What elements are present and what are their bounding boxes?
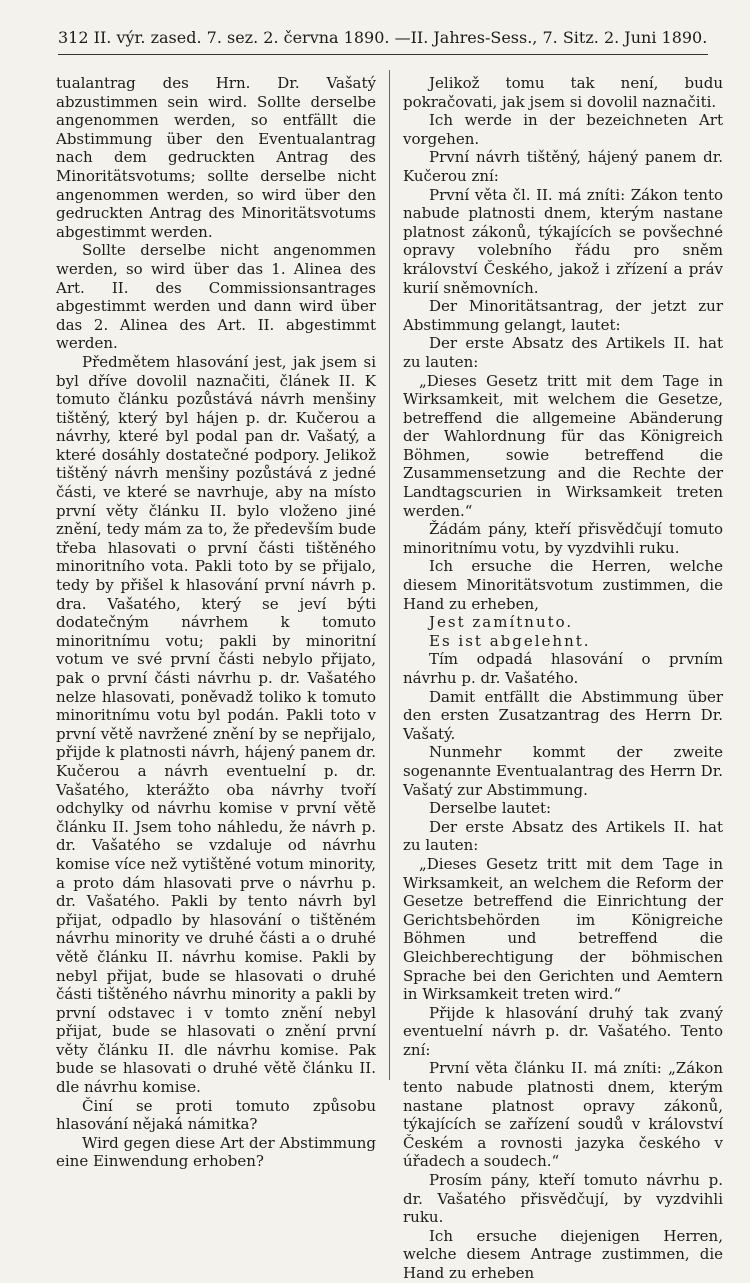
right-paragraph: Žádám pány, kteří přisvědčují tomuto minoritnímu votu, by vyzdvihli ruku.	[403, 520, 723, 557]
header-rule	[58, 54, 708, 55]
right-quote: „Dieses Gesetz tritt mit dem Tage in Wirksamkeit, mit welchem die Gesetze, betreffend die allgemeine Abänderung der Wahlordnung für das Königreich Böhmen, sowie betreffend die Zusammensetzung and die Rechte der Landtagscurien in Wirksamkeit treten werden.“	[403, 371, 723, 520]
right-result: Es ist abgelehnt.	[429, 631, 591, 650]
header-text: 312 II. výr. zased. 7. sez. 2. června 1890. —II. Jahres-Sess., 7. Sitz. 2. Juni 1890.	[58, 28, 708, 47]
column-divider	[389, 70, 390, 1080]
right-paragraph: Jelikož tomu tak není, budu pokračovati, jak jsem si dovolil naznačiti.	[403, 74, 723, 111]
right-paragraph: Ich ersuche die Herren, welche diesem Minoritätsvotum zustimmen, die Hand zu erheben,	[403, 557, 723, 613]
right-paragraph: Ich ersuche diejenigen Herren, welche diesem Antrage zustimmen, die Hand zu erheben	[403, 1226, 723, 1282]
left-paragraph: Předmětem hlasování jest, jak jsem si byl dříve dovolil naznačiti, článek II. K tomuto článku pozůstává návrh menšiny tištěný, který byl hájen p. dr. Kučerou a návrhy, které byl podal pan dr. Vašatý, a které dosáhly dostatečné podpory. Jelikož tištěný návrh menšiny pozůstává z jedné části, ve které se navrhuje, aby na místo první věty článku II. bylo vloženo jiné znění, tedy mám za to, že především bude třeba hlasovati o první části tištěného minoritního vota. Pakli toto by se přijalo, tedy by přišel k hlasování první návrh p. dra. Vašatého, který se jeví býti dodatečným návrhem k tomuto minoritnímu votu; pakli by minoritní votum ve své první části nebylo přijato, pak o první části návrhu p. dr. Vašatého nelze hlasovati, poněvadž toliko k tomuto minoritnímu votu byl podán. Pakli toto v první větě navržené znění by se nepřijalo, přijde k platnosti návrh, hájený panem dr. Kučerou a návrh eventuelní p. dr. Vašatého, kterážto oba návrhy tvoří odchylky od návrhu komise v první větě článku II. Jsem toho náhledu, že návrh p. dr. Vašatého se vzdaluje od návrhu komise více než vytištěné votum minority, a proto dám hlasovati prve o návrhu p. dr. Vašatého. Pakli by tento návrh byl přijat, odpadlo by hlasování o tištěném návrhu minority ve druhé části a o druhé větě článku II. návrhu komise. Pakli by nebyl přijat, bude se hlasovati o druhé části tištěného návrhu minority a pakli by první odstavec i v tomto znění nebyl přijat, bude se hlasovati o znění první věty článku II. dle návrhu komise. Pak bude se hlasovati o druhé větě článku II. dle návrhu komise.	[56, 352, 376, 1097]
right-paragraph: Der Minoritätsantrag, der jetzt zur Abstimmung gelangt, lautet:	[403, 297, 723, 334]
left-paragraph: Činí se proti tomuto způsobu hlasování nějaká námitka?	[56, 1096, 376, 1134]
right-paragraph: První věta čl. II. má zníti: Zákon tento nabude platnosti dnem, kterým nastane platnost zákonů, týkajících se povšechné opravy volebního řádu pro sněm království Českého, jakož i zřízení a práv kurií sněmovních.	[403, 185, 723, 297]
right-paragraph: Přijde k hlasování druhý tak zvaný eventuelní návrh p. dr. Vašatého. Tento zní:	[403, 1003, 723, 1059]
right-paragraph: Der erste Absatz des Artikels II. hat zu lauten:	[403, 817, 723, 855]
right-paragraph: Damit entfällt die Abstimmung über den ersten Zusatzantrag des Herrn Dr. Vašatý.	[403, 687, 723, 743]
right-paragraph: První návrh tištěný, hájený panem dr. Kučerou zní:	[403, 148, 723, 185]
right-paragraph: Tím odpadá hlasování o prvním návrhu p. dr. Vašatého.	[403, 650, 723, 687]
right-quote: „Dieses Gesetz tritt mit dem Tage in Wirksamkeit, an welchem die Reform der Gesetze betreffend die Einrichtung der Gerichtsbehörden im Königreiche Böhmen und betreffend die Gleichberechtigung der böhmischen Sprache bei den Gerichten und Aemtern in Wirksamkeit treten wird.“	[403, 854, 723, 1004]
left-paragraph: Sollte derselbe nicht angenommen werden, so wird über das 1. Alinea des Art. II. des Commissionsantrages abgestimmt werden und dann wird über das 2. Alinea des Art. II. abgestimmt werden.	[56, 241, 376, 353]
right-paragraph: První věta článku II. má zníti: „Zákon tento nabude platnosti dnem, kterým nastane platnost opravy zákonů, týkajících se zařízení soudů v království Českém a rovnosti jazyka českého v úřadech a soudech.“	[403, 1059, 723, 1171]
page-header	[58, 28, 708, 58]
right-paragraph: Derselbe lautet:	[429, 799, 552, 818]
right-result: Jest zamítnuto.	[429, 613, 574, 632]
right-paragraph: Nunmehr kommt der zweite sogenannte Eventualantrag des Herrn Dr. Vašatý zur Abstimmung.	[403, 743, 723, 799]
right-column	[403, 74, 723, 1282]
left-paragraph: Wird gegen diese Art der Abstimmung eine Einwendung erhoben?	[56, 1133, 376, 1171]
right-paragraph: Prosím pány, kteří tomuto návrhu p. dr. Vašatého přisvědčují, by vyzdvihli ruku.	[403, 1171, 723, 1227]
right-paragraph: Der erste Absatz des Artikels II. hat zu lauten:	[403, 334, 723, 371]
left-paragraph: tualantrag des Hrn. Dr. Vašatý abzustimmen sein wird. Sollte derselbe angenommen werden, so entfällt die Abstimmung über den Eventualantrag nach dem gedruckten Antrag des Minoritätsvotums; sollte derselbe nicht angenommen werden, so wird über den gedruckten Antrag des Minoritätsvotums abgestimmt werden.	[56, 74, 376, 241]
left-column	[56, 74, 376, 1171]
right-paragraph: Ich werde in der bezeichneten Art vorgehen.	[403, 111, 723, 148]
